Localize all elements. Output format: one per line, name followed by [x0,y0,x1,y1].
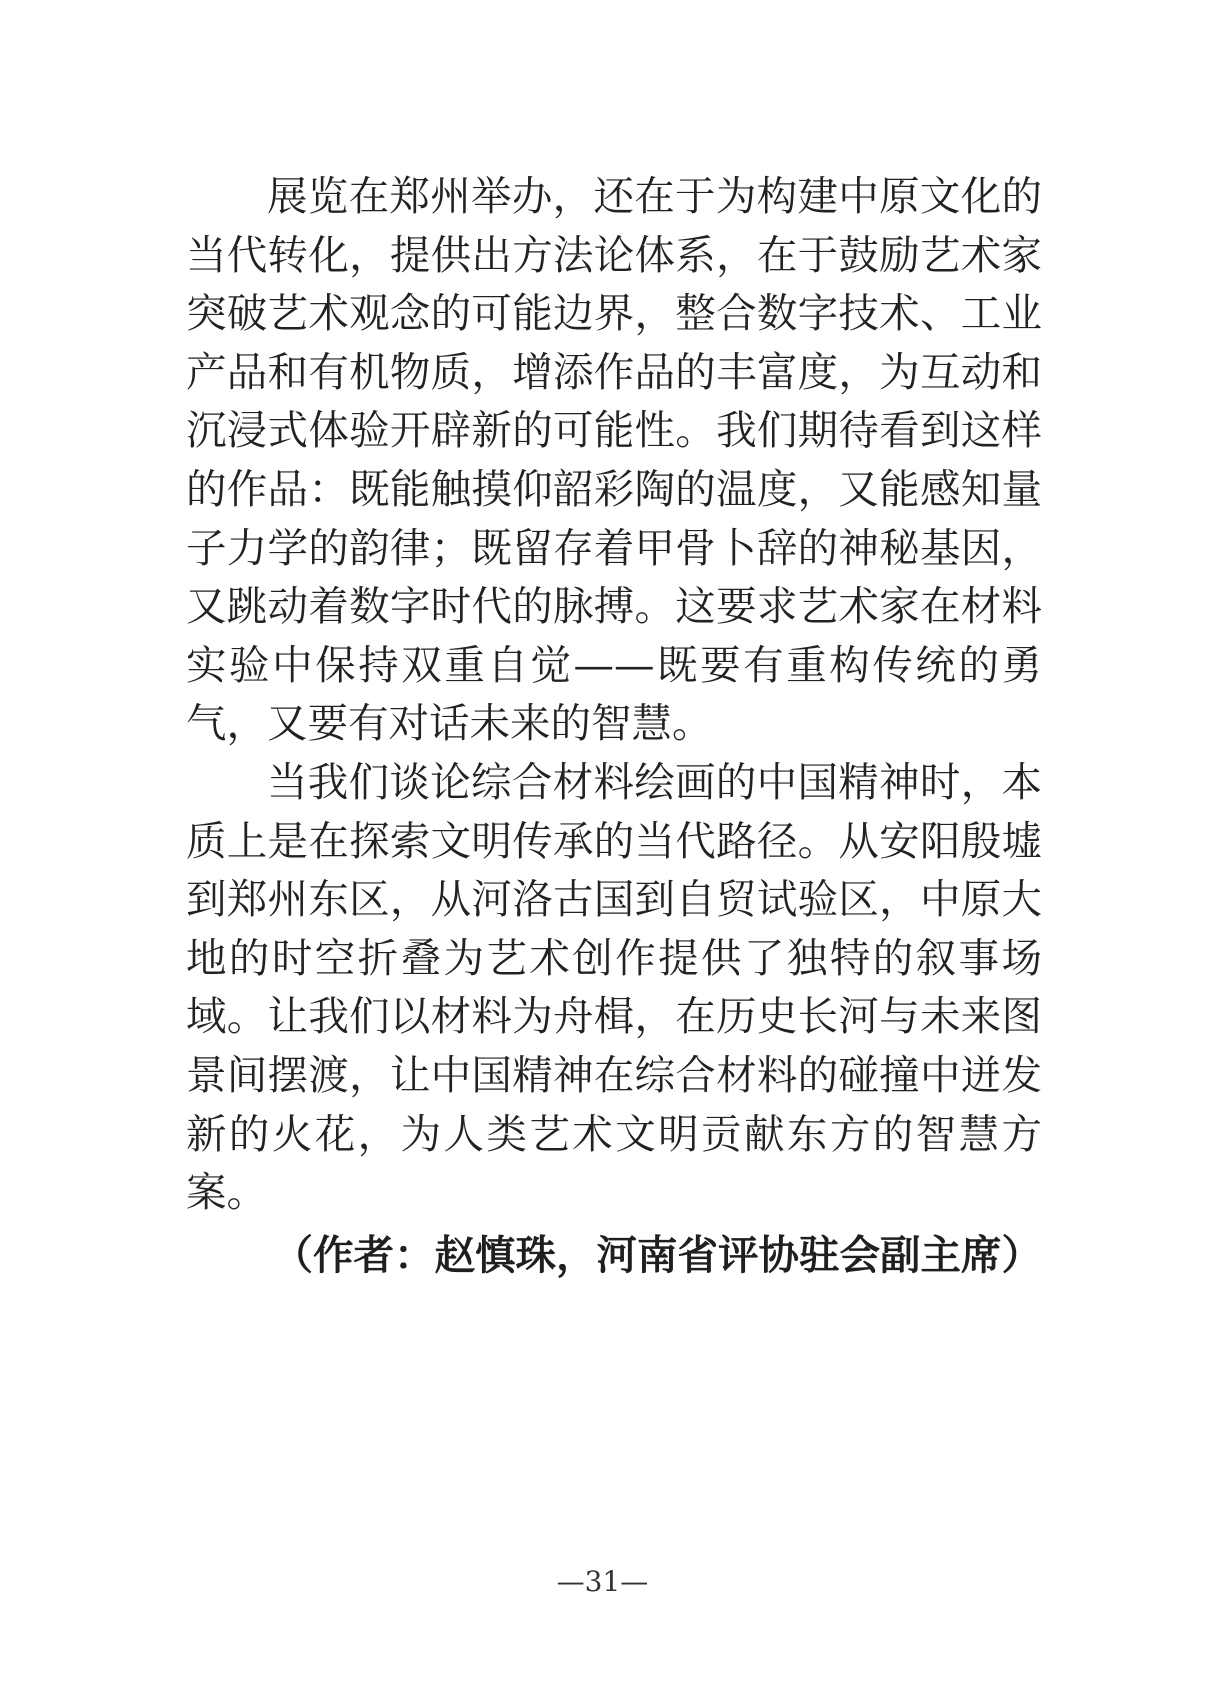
article-body [186,167,1042,1284]
author-byline: （作者：赵慎珠，河南省评协驻会副主席） [272,1230,1042,1279]
paragraph-2-text: 当我们谈论综合材料绘画的中国精神时，本质上是在探索文明传承的当代路径。从安阳殷墟到郑州东区，从河洛古国到自贸试验区，中原大地的时空折叠为艺术创作提供了独特的叙事场域。让我们以材料为舟楫，在历史长河与未来图景间摆渡，让中国精神在综合材料的碰撞中迸发新的火花，为人类艺术文明贡献东方的智慧方案。 [186,757,1042,1217]
paragraph-1-text: 展览在郑州举办，还在于为构建中原文化的当代转化，提供出方法论体系，在于鼓励艺术家突破艺术观念的可能边界，整合数字技术、工业产品和有机物质，增添作品的丰富度，为互动和沉浸式体验开辟新的可能性。我们期待看到这样的作品：既能触摸仰韶彩陶的温度，又能感知量子力学的韵律；既留存着甲骨卜辞的神秘基因，又跳动着数字时代的脉搏。这要求艺术家在材料实验中保持双重自觉——既要有重构传统的勇气，又要有对话未来的智慧。 [186,172,1042,748]
page-number: —31— [556,1565,649,1598]
paragraph-2 [186,753,1042,1222]
paragraph-1 [186,167,1042,753]
